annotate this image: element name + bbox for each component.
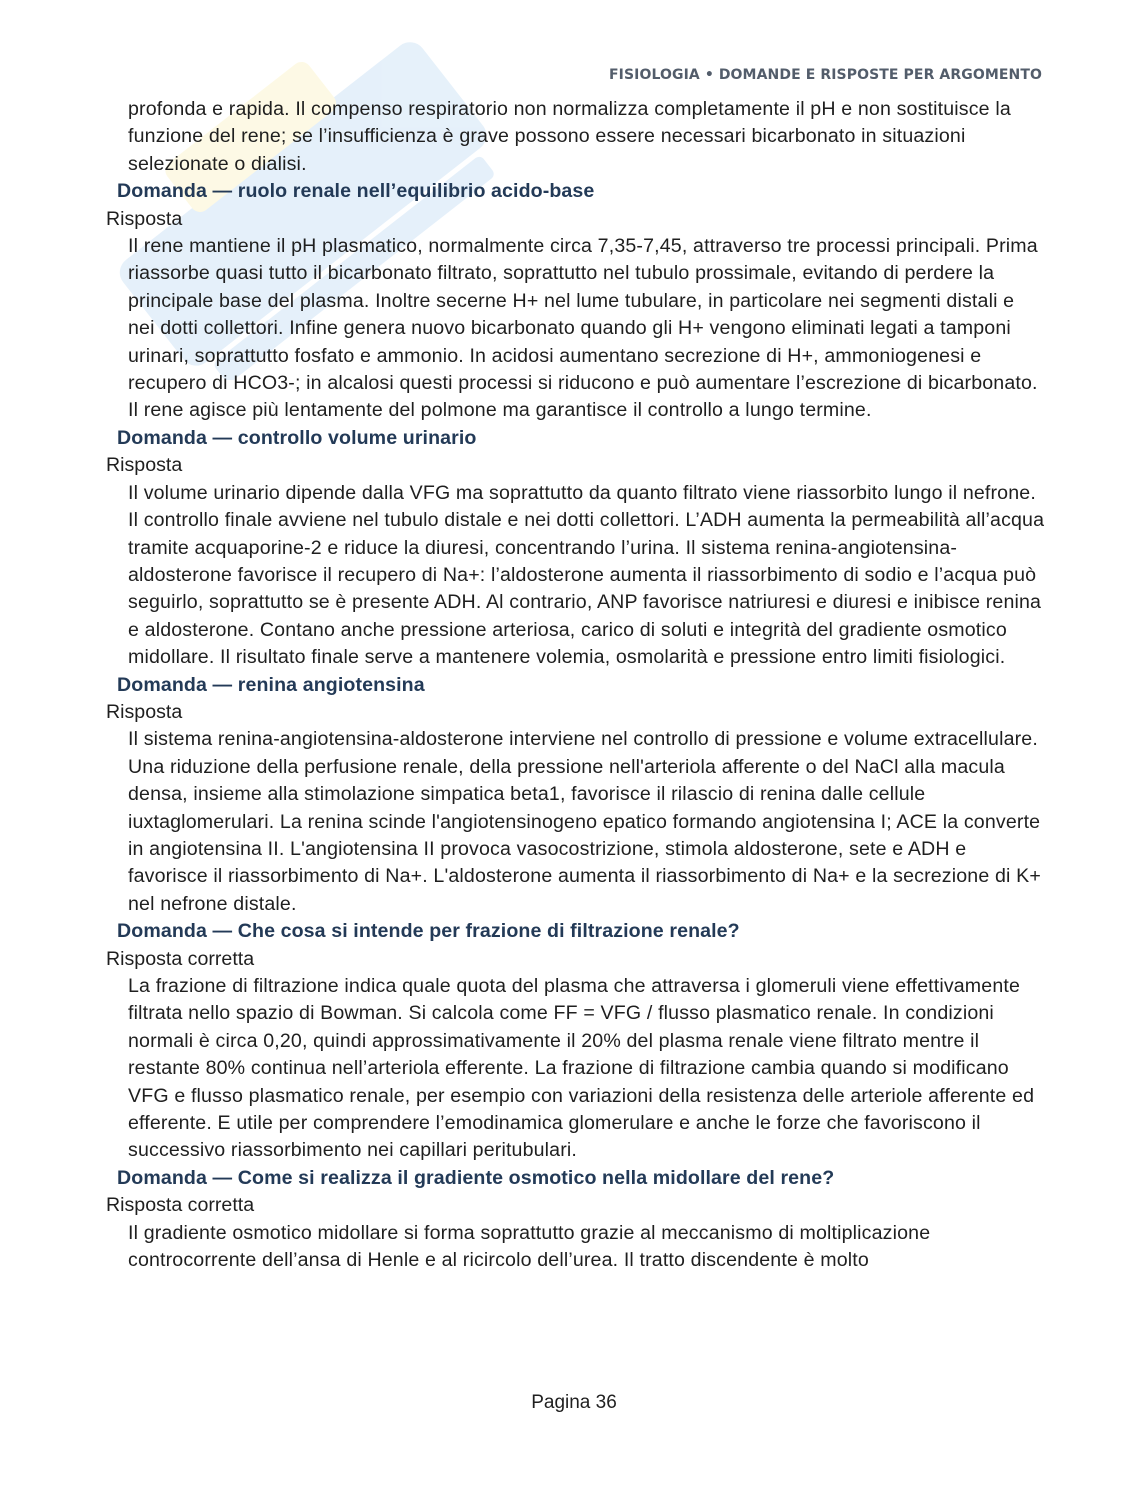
qa-section bbox=[106, 178, 1046, 425]
question-title: Domanda — Che cosa si intende per frazione di filtrazione renale? bbox=[117, 920, 740, 943]
qa-section bbox=[106, 1165, 1046, 1275]
question-title: Domanda — renina angiotensina bbox=[117, 673, 425, 696]
answer-label: Risposta corretta bbox=[106, 947, 255, 970]
question-title: Domanda — Come si realizza il gradiente osmotico nella midollare del rene? bbox=[117, 1166, 835, 1189]
intro-paragraph: profonda e rapida. Il compenso respiratorio non normalizza completamente il pH e non sostituisce la funzione del rene; se l’insufficienza è grave possono essere necessari bicarbonato in situazioni selezionate o dialisi. bbox=[128, 98, 1011, 175]
answer-label: Risposta bbox=[106, 700, 183, 723]
answer-text: Il rene mantiene il pH plasmatico, normalmente circa 7,35-7,45, attraverso tre processi principali. Prima riassorbe quasi tutto il bicarbonato filtrato, soprattutto nel tubulo prossimale, evitando di perdere la principale base del plasma. Inoltre secerne H+ nel lume tubulare, in particolare nei segmenti distali e nei dotti collettori. Infine genera nuovo bicarbonato quando gli H+ vengono eliminati legati a tamponi urinari, soprattutto fosfato e ammonio. In acidosi aumentano secrezione di H+, ammoniogenesi e recupero di HCO3-; in alcalosi questi processi si riducono e può aumentare l’escrezione di bicarbonato. Il rene agisce più lentamente del polmone ma garantisce il controllo a lungo termine. bbox=[128, 235, 1038, 422]
answer-text: Il volume urinario dipende dalla VFG ma soprattutto da quanto filtrato viene riassorbito lungo il nefrone. Il controllo finale avviene nel tubulo distale e nei dotti collettori. L’ADH aumenta la permeabilità all’acqua tramite acquaporine-2 e riduce la diuresi, concentrando l’urina. Il sistema renina-angiotensina-aldosterone favorisce il recupero di Na+: l’aldosterone aumenta il riassorbimento di sodio e l’acqua può seguirlo, soprattutto se è presente ADH. Al contrario, ANP favorisce natriuresi e diuresi e inibisce renina e aldosterone. Contano anche pressione arteriosa, carico di soluti e integrità del gradiente osmotico midollare. Il risultato finale serve a mantenere volemia, osmolarità e pressione entro limiti fisiologici. bbox=[128, 481, 1045, 669]
question-title: Domanda — ruolo renale nell’equilibrio acido-base bbox=[117, 180, 595, 203]
answer-label: Risposta bbox=[106, 454, 183, 477]
question-title: Domanda — controllo volume urinario bbox=[117, 426, 477, 449]
qa-section bbox=[106, 425, 1046, 672]
page-content bbox=[106, 96, 1046, 1274]
running-header: FISIOLOGIA • DOMANDE E RISPOSTE PER ARGOMENTO bbox=[609, 67, 1042, 83]
answer-label: Risposta corretta bbox=[106, 1194, 255, 1217]
answer-label: Risposta bbox=[106, 207, 183, 230]
page-number: Pagina 36 bbox=[531, 1392, 617, 1413]
answer-text: La frazione di filtrazione indica quale quota del plasma che attraversa i glomeruli viene effettivamente filtrata nello spazio di Bowman. Si calcola come FF = VFG / flusso plasmatico renale. In condizioni normali è circa 0,20, quindi approssimativamente il 20% del plasma renale viene filtrato mentre il restante 80% continua nell’arteriola efferente. La frazione di filtrazione cambia quando si modificano VFG e flusso plasmatico renale, per esempio con variazioni della resistenza delle arteriole afferente ed efferente. E utile per comprendere l’emodinamica glomerulare e anche le forze che favoriscono il successivo riassorbimento nei capillari peritubulari. bbox=[128, 975, 1035, 1162]
qa-section bbox=[106, 672, 1046, 919]
answer-text: Il sistema renina-angiotensina-aldosterone interviene nel controllo di pressione e volume extracellulare. Una riduzione della perfusione renale, della pressione nell'arteriola afferente o del NaCl alla macula densa, insieme alla stimolazione simpatica beta1, favorisce il rilascio di renina dalle cellule iuxtaglomerulari. La renina scinde l'angiotensinogeno epatico formando angiotensina I; ACE la converte in angiotensina II. L'angiotensina II provoca vasocostrizione, stimola aldosterone, sete e ADH e favorisce il riassorbimento di Na+. L'aldosterone aumenta il riassorbimento di Na+ e la secrezione di K+ nel nefrone distale. bbox=[128, 728, 1041, 915]
qa-section bbox=[106, 918, 1046, 1165]
answer-text: Il gradiente osmotico midollare si forma soprattutto grazie al meccanismo di moltiplicazione controcorrente dell’ansa di Henle e al ricircolo dell’urea. Il tratto discendente è molto bbox=[128, 1221, 931, 1272]
